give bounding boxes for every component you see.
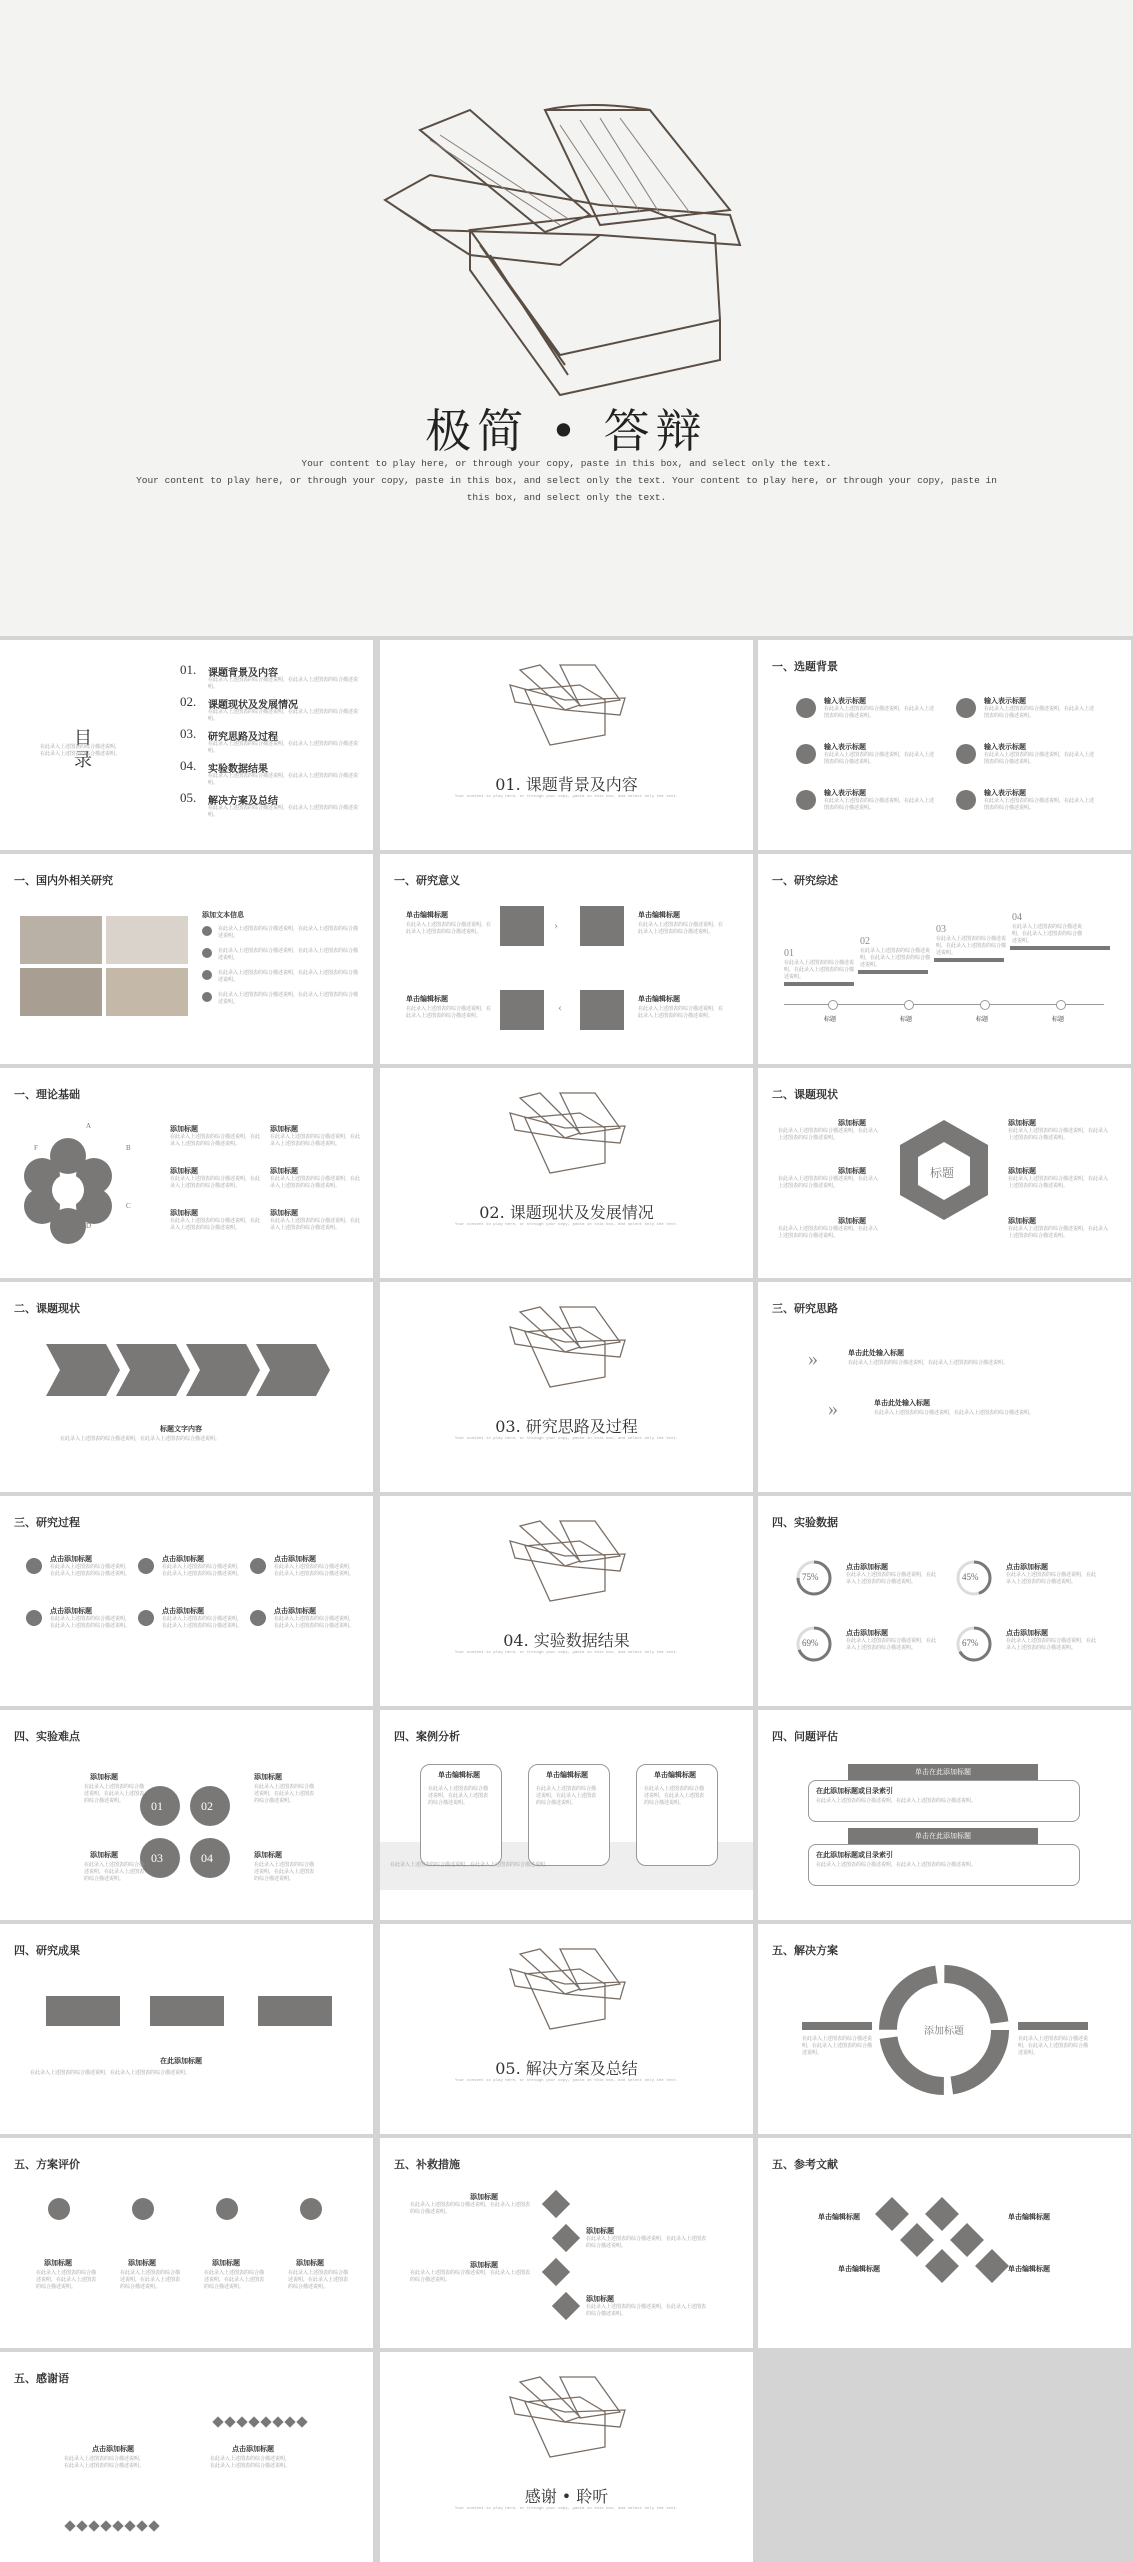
double-chevron-icon: » — [828, 1398, 838, 1420]
meaning-slide: 一、研究意义 › ‹ 单击编辑标题 单击编辑标题 单击编辑标题 单击编辑标题 在此录入上述图表的综合描述说明，在此录入上述图表的综合描述说明。 在此录入上述图表的综合描述说明，在此录入上述图表的综合描述说明。 在此录入上述图表的综合描述说明，在此录入上述图表的综合描述说明。 在此录入上述图表的综合描述说明，在此录入上述图表的综合描述说明。 — [380, 854, 753, 1064]
process-item-title: 点击添加标题 — [274, 1556, 316, 1563]
theory-item-desc: 在此录入上述图表的综合描述说明，在此录入上述图表的综合描述说明。 — [170, 1176, 261, 1189]
diamond-icon — [64, 2520, 75, 2531]
case-card-title: 单击编辑标题 — [546, 1772, 588, 1779]
ring-percent: 67% — [962, 1638, 979, 1648]
section-slide-5: 05. 解决方案及总结 Your content to play here, or through your copy, paste in this box, and select only the text. — [380, 1924, 753, 2134]
photo-cups — [106, 968, 188, 1016]
status-item-title: 添加标题 — [1008, 1120, 1036, 1127]
toc-item-num: 05. — [180, 790, 197, 805]
theory-letter: E — [34, 1202, 39, 1210]
bullet-desc: 在此录入上述图表的综合描述说明，在此录入上述图表的综合描述说明。 — [824, 706, 935, 719]
status-item-desc: 在此录入上述图表的综合描述说明，在此录入上述图表的综合描述说明。 — [778, 1226, 879, 1239]
bullet-circle — [956, 698, 976, 718]
arrow-right-icon: › — [554, 918, 558, 932]
difficulty-slide: 四、实验难点 01 02 03 04 添加标题 添加标题 添加标题 添加标题 在此录入上述图表的综合描述说明，在此录入上述图表的综合描述说明。 在此录入上述图表的综合描述说明，在此录入上述图表的综合描述说明。 在此录入上述图表的综合描述说明，在此录入上述图表的综合描述说明。 在此录入上述图表的综合描述说明，在此录入上述图表的综合描述说明。 — [0, 1710, 373, 1920]
bullet-circle — [956, 790, 976, 810]
process-slide: 三、研究过程 点击添加标题 在此录入上述图表的综合描述说明，在此录入上述图表的综合描述说明。 点击添加标题 在此录入上述图表的综合描述说明，在此录入上述图表的综合描述说明。 点击添加标题 在此录入上述图表的综合描述说明，在此录入上述图表的综合描述说明。 点击添加标题 在此录入上述图表的综合描述说明，在此录入上述图表的综合描述说明。 点击添加标题 在此录入上述图表的综合描述说明，在此录入上述图表的综合描述说明。 点击添加标题 在此录入上述图表的综合描述说明，在此录入上述图表的综合描述说明。 — [0, 1496, 373, 1706]
toc-item-desc: 在此录入上述图表的综合描述说明，在此录入上述图表的综合描述说明。 — [208, 805, 359, 818]
bullet-title: 输入表示标题 — [824, 744, 866, 751]
ring-title: 点击添加标题 — [846, 1630, 888, 1637]
diamond-icon — [296, 2416, 307, 2427]
number-label: 04 — [201, 1851, 213, 1865]
case-card-desc: 在此录入上述图表的综合描述说明，在此录入上述图表的综合描述说明。 — [428, 1786, 489, 1806]
step-circle — [250, 1610, 266, 1626]
section-title-2: 02. 课题现状及发展情况 — [479, 1203, 654, 1222]
measure-desc: 在此录入上述图表的综合描述说明，在此录入上述图表的综合描述说明。 — [410, 2202, 531, 2215]
diamond-icon — [124, 2520, 135, 2531]
status-item-desc: 在此录入上述图表的综合描述说明，在此录入上述图表的综合描述说明。 — [778, 1176, 879, 1189]
bullet-desc: 在此录入上述图表的综合描述说明，在此录入上述图表的综合描述说明。 — [984, 706, 1095, 719]
toc-item-desc: 在此录入上述图表的综合描述说明，在此录入上述图表的综合描述说明。 — [208, 741, 359, 754]
cover-line2: Your content to play here, or through your copy, paste in this box, and select only the text. Your content to play here, or through your copy, paste in — [136, 475, 997, 486]
thanks-slide: 五、感谢语 点击添加标题 在此录入上述图表的综合描述说明，在此录入上述图表的综合描述说明。 点击添加标题 在此录入上述图表的综合描述说明，在此录入上述图表的综合描述说明。 — [0, 2352, 373, 2562]
status-item-desc: 在此录入上述图表的综合描述说明，在此录入上述图表的综合描述说明。 — [1008, 1128, 1109, 1141]
case-slide: 四、案例分析 单击编辑标题 在此录入上述图表的综合描述说明，在此录入上述图表的综合描述说明。 单击编辑标题 在此录入上述图表的综合描述说明，在此录入上述图表的综合描述说明。 单击编辑标题 在此录入上述图表的综合描述说明，在此录入上述图表的综合描述说明。 在此录入上述图表的综合描述说明，在此录入上述图表的综合描述说明。 — [380, 1710, 753, 1920]
process-item-desc: 在此录入上述图表的综合描述说明，在此录入上述图表的综合描述说明。 — [50, 1616, 131, 1629]
status-item-title: 添加标题 — [1008, 1168, 1036, 1175]
bullet-desc: 在此录入上述图表的综合描述说明，在此录入上述图表的综合描述说明。 — [824, 798, 935, 811]
process-item-title: 点击添加标题 — [274, 1608, 316, 1615]
photo-cake — [20, 916, 102, 964]
measure-desc: 在此录入上述图表的综合描述说明，在此录入上述图表的综合描述说明。 — [586, 2304, 707, 2317]
case-card-desc: 在此录入上述图表的综合描述说明，在此录入上述图表的综合描述说明。 — [644, 1786, 705, 1806]
theory-letter: F — [34, 1144, 38, 1152]
process-item-title: 点击添加标题 — [162, 1608, 204, 1615]
eval-icon — [48, 2198, 70, 2220]
book-illustration — [0, 0, 1133, 400]
timeline-dot — [828, 1000, 838, 1010]
bullet-desc: 在此录入上述图表的综合描述说明，在此录入上述图表的综合描述说明。 — [824, 752, 935, 765]
timeline-label: 标题 — [1052, 1017, 1065, 1023]
section-title-4: 04. 实验数据结果 — [503, 1631, 630, 1650]
slide-header: 一、选题背景 — [772, 661, 838, 673]
status-item-title: 添加标题 — [838, 1120, 866, 1127]
results-slide: 四、研究成果 在此添加标题 在此录入上述图表的综合描述说明，在此录入上述图表的综合描述说明。 — [0, 1924, 373, 2134]
status-slide-1: 二、课题现状 标题 添加标题 在此录入上述图表的综合描述说明，在此录入上述图表的综合描述说明。 添加标题 在此录入上述图表的综合描述说明，在此录入上述图表的综合描述说明。 添加标题 在此录入上述图表的综合描述说明，在此录入上述图表的综合描述说明。 添加标题 在此录入上述图表的综合描述说明，在此录入上述图表的综合描述说明。 添加标题 在此录入上述图表的综合描述说明，在此录入上述图表的综合描述说明。 添加标题 在此录入上述图表的综合描述说明，在此录入上述图表的综合描述说明。 — [758, 1068, 1131, 1278]
eval-desc: 在此录入上述图表的综合描述说明，在此录入上述图表的综合描述说明。 — [120, 2270, 181, 2290]
toc-item-num: 01. — [180, 662, 197, 677]
diamond-icon — [76, 2520, 87, 2531]
process-item-desc: 在此录入上述图表的综合描述说明，在此录入上述图表的综合描述说明。 — [274, 1616, 355, 1629]
arrow-left-icon: ‹ — [558, 1000, 562, 1014]
section-slide-3: 03. 研究思路及过程 Your content to play here, or through your copy, paste in this box, and select only the text. — [380, 1282, 753, 1492]
plan-eval-slide: 五、方案评价 添加标题 在此录入上述图表的综合描述说明，在此录入上述图表的综合描述说明。 添加标题 在此录入上述图表的综合描述说明，在此录入上述图表的综合描述说明。 添加标题 在此录入上述图表的综合描述说明，在此录入上述图表的综合描述说明。 添加标题 在此录入上述图表的综合描述说明，在此录入上述图表的综合描述说明。 — [0, 2138, 373, 2348]
eval-icon — [132, 2198, 154, 2220]
review-slide: 一、研究综述 01 在此录入上述图表的综合描述说明，在此录入上述图表的综合描述说明。 标题 02 在此录入上述图表的综合描述说明，在此录入上述图表的综合描述说明。 标题 03 在此录入上述图表的综合描述说明，在此录入上述图表的综合描述说明。 标题 04 在此录入上述图表的综合描述说明，在此录入上述图表的综合描述说明。 标题 — [758, 854, 1131, 1064]
section-slide-2: 02. 课题现状及发展情况 Your content to play here, or through your copy, paste in this box, and select only the text. — [380, 1068, 753, 1278]
measure-title: 添加标题 — [470, 2194, 498, 2201]
timeline-dot — [904, 1000, 914, 1010]
cover-title: 极简 • 答辩 — [425, 404, 708, 458]
bullet-title: 输入表示标题 — [984, 698, 1026, 705]
diamond-icon — [272, 2416, 283, 2427]
diamond-icon — [260, 2416, 271, 2427]
process-item-title: 点击添加标题 — [50, 1556, 92, 1563]
eval-desc: 在此录入上述图表的综合描述说明，在此录入上述图表的综合描述说明。 — [288, 2270, 349, 2290]
theory-item-title: 添加标题 — [170, 1126, 198, 1133]
status-item-title: 添加标题 — [838, 1218, 866, 1225]
diamond-icon — [148, 2520, 159, 2531]
toc-item-num: 02. — [180, 694, 197, 709]
photo-bottles — [20, 968, 102, 1016]
bullet-desc: 在此录入上述图表的综合描述说明，在此录入上述图表的综合描述说明。 — [984, 752, 1095, 765]
theory-item-desc: 在此录入上述图表的综合描述说明，在此录入上述图表的综合描述说明。 — [270, 1218, 361, 1231]
process-item-title: 点击添加标题 — [50, 1608, 92, 1615]
toc-item-label: 课题背景及内容 — [208, 668, 278, 679]
book-icon — [380, 2352, 753, 2562]
case-card-desc: 在此录入上述图表的综合描述说明，在此录入上述图表的综合描述说明。 — [536, 1786, 597, 1806]
diamond-icon — [248, 2416, 259, 2427]
review-desc: 在此录入上述图表的综合描述说明，在此录入上述图表的综合描述说明。 — [860, 948, 931, 968]
diamond-icon — [88, 2520, 99, 2531]
toc-item-num: 03. — [180, 726, 197, 741]
theory-item-title: 添加标题 — [270, 1168, 298, 1175]
measure-desc: 在此录入上述图表的综合描述说明，在此录入上述图表的综合描述说明。 — [586, 2236, 707, 2249]
eval-desc: 在此录入上述图表的综合描述说明，在此录入上述图表的综合描述说明。 — [36, 2270, 97, 2290]
path-slide: 三、研究思路 » » 单击此处输入标题 在此录入上述图表的综合描述说明，在此录入上述图表的综合描述说明。 单击此处输入标题 在此录入上述图表的综合描述说明，在此录入上述图表的综合描述说明。 — [758, 1282, 1131, 1492]
status-item-desc: 在此录入上述图表的综合描述说明，在此录入上述图表的综合描述说明。 — [778, 1128, 879, 1141]
theory-item-desc: 在此录入上述图表的综合描述说明，在此录入上述图表的综合描述说明。 — [270, 1134, 361, 1147]
eval-title: 添加标题 — [212, 2260, 240, 2267]
ring-title: 点击添加标题 — [1006, 1630, 1048, 1637]
status-item-title: 添加标题 — [1008, 1218, 1036, 1225]
diamond-icon — [542, 2190, 570, 2218]
section-title-3: 03. 研究思路及过程 — [495, 1417, 638, 1436]
theory-letter: A — [86, 1122, 92, 1130]
bullet-title: 输入表示标题 — [824, 698, 866, 705]
diamond-icon — [542, 2258, 570, 2286]
case-card-title: 单击编辑标题 — [654, 1772, 696, 1779]
toc-item-num: 04. — [180, 758, 197, 773]
step-circle — [26, 1558, 42, 1574]
status-item-title: 添加标题 — [838, 1168, 866, 1175]
section-slide-1: 01. 课题背景及内容 Your content to play here, or through your copy, paste in this box, and select only the text. — [380, 640, 753, 850]
theory-item-desc: 在此录入上述图表的综合描述说明，在此录入上述图表的综合描述说明。 — [170, 1134, 261, 1147]
timeline-label: 标题 — [900, 1017, 913, 1023]
timeline-dot — [980, 1000, 990, 1010]
list-item: 在此录入上述图表的综合描述说明，在此录入上述图表的综合描述说明。 — [218, 992, 359, 1005]
number-label: 02 — [201, 1799, 213, 1813]
data-slide: 四、实验数据 75% 点击添加标题 在此录入上述图表的综合描述说明，在此录入上述图表的综合描述说明。 45% 点击添加标题 在此录入上述图表的综合描述说明，在此录入上述图表的综合描述说明。 69% 点击添加标题 在此录入上述图表的综合描述说明，在此录入上述图表的综合描述说明。 67% 点击添加标题 在此录入上述图表的综合描述说明，在此录入上述图表的综合描述说明。 — [758, 1496, 1131, 1706]
bullet-circle — [796, 790, 816, 810]
toc-item-label: 解决方案及总结 — [208, 796, 278, 807]
list-item: 在此录入上述图表的综合描述说明，在此录入上述图表的综合描述说明。 — [218, 970, 359, 983]
status-item-desc: 在此录入上述图表的综合描述说明，在此录入上述图表的综合描述说明。 — [1008, 1176, 1109, 1189]
measure-title: 添加标题 — [586, 2296, 614, 2303]
list-item: 在此录入上述图表的综合描述说明，在此录入上述图表的综合描述说明。 — [218, 948, 359, 961]
bg-slide — [758, 640, 1131, 850]
diamond-icon — [112, 2520, 123, 2531]
cover-line3: this box, and select only the text. — [466, 492, 667, 503]
timeline-dot — [1056, 1000, 1066, 1010]
eval-title: 添加标题 — [128, 2260, 156, 2267]
eval-title: 添加标题 — [44, 2260, 72, 2267]
section-title-5: 05. 解决方案及总结 — [495, 2059, 638, 2078]
status-slide-2: 二、课题现状 标题文字内容 在此录入上述图表的综合描述说明，在此录入上述图表的综合描述说明。 — [0, 1282, 373, 1492]
review-year: 03 — [936, 924, 946, 935]
cover-line1: Your content to play here, or through your copy, paste in this box, and select only the text. — [301, 458, 832, 469]
toc-slide: 目录 在此录入上述图表的综合描述说明，在此录入上述图表的综合描述说明。 01. 课题背景及内容 在此录入上述图表的综合描述说明，在此录入上述图表的综合描述说明。 02. 课题现状及发展情况 在此录入上述图表的综合描述说明，在此录入上述图表的综合描述说明。 03. 研究思路及过程 在此录入上述图表的综合描述说明，在此录入上述图表的综合描述说明。 04. 实验数据结果 在此录入上述图表的综合描述说明，在此录入上述图表的综合描述说明。 05. 解决方案及总结 在此录入上述图表的综合描述说明，在此录入上述图表的综合描述说明。 — [0, 640, 373, 850]
step-circle — [138, 1610, 154, 1626]
book-icon — [380, 1282, 753, 1492]
theory-slide: 一、理论基础 A B C D E F 添加标题 在此录入上述图表的综合描述说明，在此录入上述图表的综合描述说明。 添加标题 在此录入上述图表的综合描述说明，在此录入上述图表的综合描述说明。 添加标题 在此录入上述图表的综合描述说明，在此录入上述图表的综合描述说明。 添加标题 在此录入上述图表的综合描述说明，在此录入上述图表的综合描述说明。 添加标题 在此录入上述图表的综合描述说明，在此录入上述图表的综合描述说明。 添加标题 在此录入上述图表的综合描述说明，在此录入上述图表的综合描述说明。 — [0, 1068, 373, 1278]
ring-percent: 69% — [802, 1638, 819, 1648]
chevron-arrows — [0, 1282, 373, 1492]
eval-icon — [300, 2198, 322, 2220]
review-year: 01 — [784, 948, 794, 959]
measure-title: 添加标题 — [586, 2228, 614, 2235]
step-circle — [138, 1558, 154, 1574]
diamond-icon — [552, 2292, 580, 2320]
timeline-label: 标题 — [824, 1017, 837, 1023]
refs-slide: 五、参考文献 单击编辑标题 单击编辑标题 单击编辑标题 单击编辑标题 — [758, 2138, 1131, 2348]
double-chevron-icon: » — [808, 1348, 818, 1370]
bullet-title: 输入表示标题 — [984, 744, 1026, 751]
process-item-title: 点击添加标题 — [162, 1556, 204, 1563]
photo-shelf — [106, 916, 188, 964]
theory-letter: C — [126, 1202, 131, 1210]
eval-title: 添加标题 — [296, 2260, 324, 2267]
book-icon — [380, 1496, 753, 1706]
case-card-title: 单击编辑标题 — [438, 1772, 480, 1779]
bullet-circle — [796, 698, 816, 718]
process-item-desc: 在此录入上述图表的综合描述说明，在此录入上述图表的综合描述说明。 — [162, 1564, 243, 1577]
bullet-desc: 在此录入上述图表的综合描述说明，在此录入上述图表的综合描述说明。 — [984, 798, 1095, 811]
eval-desc: 在此录入上述图表的综合描述说明，在此录入上述图表的综合描述说明。 — [204, 2270, 265, 2290]
eval-slide: 四、问题评估 单击在此添加标题 在此添加标题或目录索引 在此录入上述图表的综合描述说明，在此录入上述图表的综合描述说明。 单击在此添加标题 在此添加标题或目录索引 在此录入上述图表的综合描述说明，在此录入上述图表的综合描述说明。 — [758, 1710, 1131, 1920]
diamond-icon — [236, 2416, 247, 2427]
toc-item-label: 课题现状及发展情况 — [208, 700, 298, 711]
ring-desc: 在此录入上述图表的综合描述说明，在此录入上述图表的综合描述说明。 — [1006, 1638, 1097, 1651]
bullet-title: 输入表示标题 — [984, 790, 1026, 797]
theory-item-title: 添加标题 — [170, 1168, 198, 1175]
diamond-icon — [212, 2416, 223, 2427]
theory-item-title: 添加标题 — [170, 1210, 198, 1217]
toc-title: 目录 — [74, 728, 92, 771]
bullet-circle — [202, 948, 212, 958]
status-item-desc: 在此录入上述图表的综合描述说明，在此录入上述图表的综合描述说明。 — [1008, 1226, 1109, 1239]
theory-item-title: 添加标题 — [270, 1210, 298, 1217]
process-item-desc: 在此录入上述图表的综合描述说明，在此录入上述图表的综合描述说明。 — [274, 1564, 355, 1577]
review-desc: 在此录入上述图表的综合描述说明，在此录入上述图表的综合描述说明。 — [784, 960, 855, 980]
theory-item-desc: 在此录入上述图表的综合描述说明，在此录入上述图表的综合描述说明。 — [170, 1218, 261, 1231]
step-circle — [26, 1610, 42, 1626]
review-year: 02 — [860, 936, 870, 947]
toc-item-label: 实验数据结果 — [208, 764, 268, 775]
ring-percent: 45% — [962, 1572, 979, 1582]
process-item-desc: 在此录入上述图表的综合描述说明，在此录入上述图表的综合描述说明。 — [50, 1564, 131, 1577]
process-item-desc: 在此录入上述图表的综合描述说明，在此录入上述图表的综合描述说明。 — [162, 1616, 243, 1629]
ring-desc: 在此录入上述图表的综合描述说明，在此录入上述图表的综合描述说明。 — [846, 1638, 937, 1651]
bullet-title: 输入表示标题 — [824, 790, 866, 797]
diamond-grid — [758, 2138, 1131, 2348]
number-label: 01 — [151, 1799, 163, 1813]
measures-slide: 五、补救措施 添加标题 在此录入上述图表的综合描述说明，在此录入上述图表的综合描述说明。 添加标题 在此录入上述图表的综合描述说明，在此录入上述图表的综合描述说明。 添加标题 在此录入上述图表的综合描述说明，在此录入上述图表的综合描述说明。 添加标题 在此录入上述图表的综合描述说明，在此录入上述图表的综合描述说明。 — [380, 2138, 753, 2348]
ring-desc: 在此录入上述图表的综合描述说明，在此录入上述图表的综合描述说明。 — [1006, 1572, 1097, 1585]
step-circle — [250, 1558, 266, 1574]
end-title: 感谢 • 聆听 — [524, 2487, 609, 2506]
eval-icon — [216, 2198, 238, 2220]
ring-desc: 在此录入上述图表的综合描述说明，在此录入上述图表的综合描述说明。 — [846, 1572, 937, 1585]
ring-percent: 75% — [802, 1572, 819, 1582]
toc-item-desc: 在此录入上述图表的综合描述说明，在此录入上述图表的综合描述说明。 — [208, 709, 359, 722]
ring-title: 点击添加标题 — [846, 1564, 888, 1571]
solution-slide: 五、解决方案 添加标题 在此录入上述图表的综合描述说明，在此录入上述图表的综合描述说明。 在此录入上述图表的综合描述说明，在此录入上述图表的综合描述说明。 — [758, 1924, 1131, 2134]
list-item: 在此录入上述图表的综合描述说明，在此录入上述图表的综合描述说明。 — [218, 926, 359, 939]
book-icon — [380, 640, 753, 850]
review-year: 04 — [1012, 912, 1022, 923]
number-label: 03 — [151, 1851, 163, 1865]
theory-letter: B — [126, 1144, 131, 1152]
domestic-slide: 一、国内外相关研究 添加文本信息 在此录入上述图表的综合描述说明，在此录入上述图表的综合描述说明。 在此录入上述图表的综合描述说明，在此录入上述图表的综合描述说明。 在此录入上述图表的综合描述说明，在此录入上述图表的综合描述说明。 在此录入上述图表的综合描述说明，在此录入上述图表的综合描述说明。 — [0, 854, 373, 1064]
bullet-circle — [202, 992, 212, 1002]
toc-item-desc: 在此录入上述图表的综合描述说明，在此录入上述图表的综合描述说明。 — [208, 773, 359, 786]
ring-title: 点击添加标题 — [1006, 1564, 1048, 1571]
measure-desc: 在此录入上述图表的综合描述说明，在此录入上述图表的综合描述说明。 — [410, 2270, 531, 2283]
bullet-circle — [796, 744, 816, 764]
diamond-icon — [136, 2520, 147, 2531]
review-desc: 在此录入上述图表的综合描述说明，在此录入上述图表的综合描述说明。 — [936, 936, 1007, 956]
theory-item-desc: 在此录入上述图表的综合描述说明，在此录入上述图表的综合描述说明。 — [270, 1176, 361, 1189]
theory-letter: D — [86, 1222, 92, 1230]
timeline-label: 标题 — [976, 1017, 989, 1023]
cover-slide — [0, 0, 1133, 636]
review-desc: 在此录入上述图表的综合描述说明，在此录入上述图表的综合描述说明。 — [1012, 924, 1083, 944]
bullet-circle — [956, 744, 976, 764]
toc-item-label: 研究思路及过程 — [208, 732, 278, 743]
theory-item-title: 添加标题 — [270, 1126, 298, 1133]
measure-title: 添加标题 — [470, 2262, 498, 2269]
diamond-icon — [224, 2416, 235, 2427]
diamond-icon — [552, 2224, 580, 2252]
toc-item-desc: 在此录入上述图表的综合描述说明，在此录入上述图表的综合描述说明。 — [208, 677, 359, 690]
section-slide-4: 04. 实验数据结果 Your content to play here, or through your copy, paste in this box, and select only the text. — [380, 1496, 753, 1706]
bullet-circle — [202, 926, 212, 936]
diamond-icon — [100, 2520, 111, 2531]
book-icon — [380, 1068, 753, 1278]
diamond-icon — [284, 2416, 295, 2427]
book-icon — [380, 1924, 753, 2134]
bullet-circle — [202, 970, 212, 980]
section-title-1: 01. 课题背景及内容 — [495, 775, 638, 794]
end-slide: 感谢 • 聆听 Your content to play here, or through your copy, paste in this box, and select only the text. — [380, 2352, 753, 2562]
